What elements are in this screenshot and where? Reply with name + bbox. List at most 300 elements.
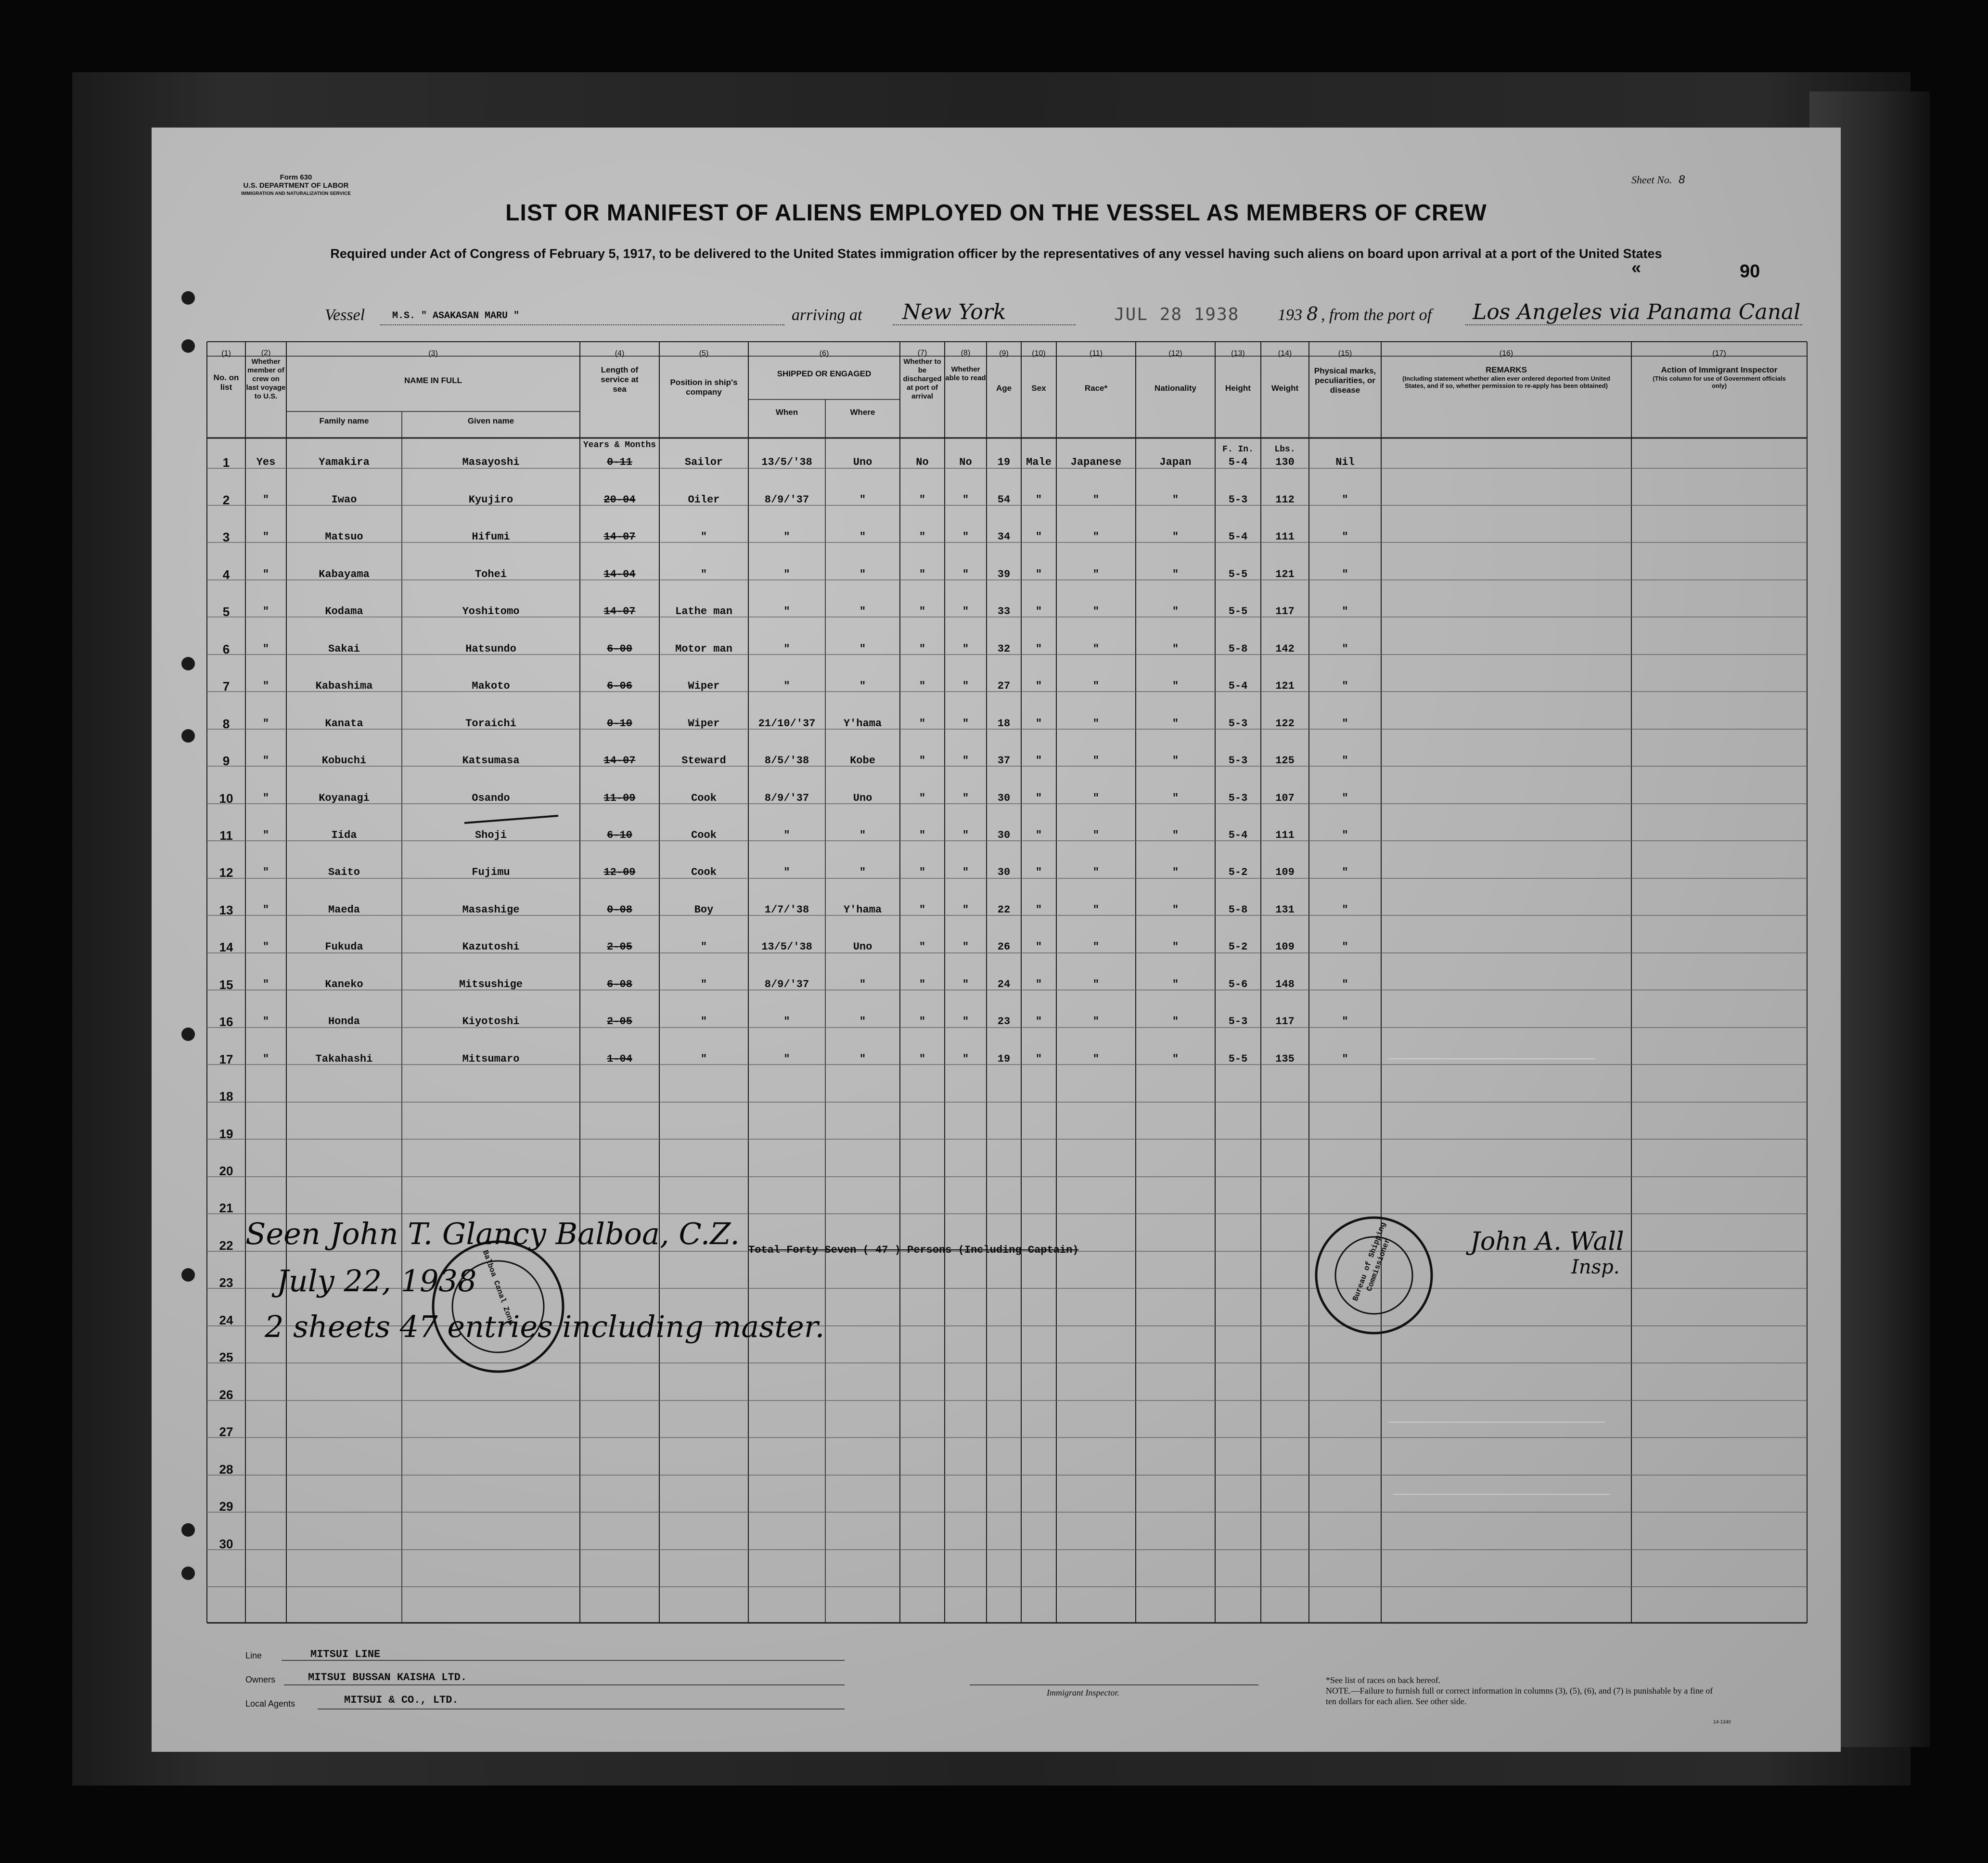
cell-when: " — [783, 829, 790, 841]
cell-where: " — [859, 531, 866, 543]
col-header-last-voyage: (2) Whether member of crew on last voyage to U.S. — [246, 349, 286, 400]
arrival-date-stamp: JUL 28 1938 — [1114, 305, 1240, 324]
footer-line-value: MITSUI LINE — [310, 1648, 381, 1660]
cell-when: 1/7/'38 — [764, 903, 809, 916]
cell-age: 19 — [997, 456, 1011, 469]
cell-given: Toraichi — [465, 717, 516, 730]
cell-last-voyage: " — [262, 903, 269, 916]
cell-read: " — [962, 978, 969, 990]
cell-age: 30 — [997, 866, 1011, 879]
cell-where: " — [859, 829, 866, 841]
col-header-sex: (10) Sex — [1031, 349, 1046, 393]
cell-marks: " — [1342, 680, 1348, 693]
cell-family: Honda — [328, 1015, 360, 1028]
sheets-annotation: 2 sheets 47 entries including master. — [265, 1309, 825, 1344]
cell-family: Sakai — [328, 642, 360, 655]
cell-service: 0-08 — [607, 903, 632, 916]
cell-when: 8/9/'37 — [764, 978, 809, 990]
cell-race: " — [1092, 792, 1100, 804]
cell-where: " — [859, 1053, 866, 1065]
year-digit: 8 — [1307, 303, 1319, 324]
row-number: 9 — [222, 754, 230, 769]
cell-age: 19 — [997, 1053, 1011, 1065]
cell-race: " — [1092, 568, 1100, 580]
cell-age: 30 — [997, 792, 1011, 804]
cell-age: 30 — [997, 829, 1011, 841]
cell-age: 26 — [997, 941, 1011, 953]
cell-nationality: " — [1172, 717, 1179, 730]
cell-height: 5-5 — [1228, 568, 1248, 580]
row-number: 18 — [219, 1089, 233, 1104]
cell-position: Cook — [691, 792, 717, 804]
cell-last-voyage: " — [262, 531, 269, 543]
cell-position: " — [700, 978, 707, 990]
cell-weight: 117 — [1275, 1015, 1295, 1028]
cell-position: Oiler — [688, 493, 720, 506]
cell-read: " — [962, 903, 969, 916]
cell-family: Kodama — [325, 605, 363, 618]
col-header-where: Where — [850, 408, 875, 417]
cell-last-voyage: " — [262, 605, 269, 618]
cell-read: " — [962, 642, 969, 655]
cell-marks: " — [1342, 642, 1348, 655]
date-annotation: July 22, 1938 — [277, 1263, 477, 1298]
cell-service: 6-06 — [607, 680, 632, 693]
cell-weight: 121 — [1275, 568, 1295, 580]
cell-when: 8/9/'37 — [764, 493, 809, 506]
cell-nationality: " — [1172, 903, 1179, 916]
cell-where: " — [859, 605, 866, 618]
cell-height: 5-6 — [1228, 978, 1248, 990]
cell-read: " — [962, 531, 969, 543]
cell-nationality: " — [1172, 755, 1179, 767]
cell-when: " — [783, 866, 790, 879]
cell-last-voyage: " — [262, 642, 269, 655]
cell-service: 6-00 — [607, 642, 632, 655]
height-units-label: F. In. — [1222, 445, 1254, 454]
cell-height: 5-4 — [1228, 680, 1248, 693]
cell-family: Takahashi — [315, 1053, 373, 1065]
cell-read: No — [959, 456, 972, 469]
cell-weight: 111 — [1275, 829, 1295, 841]
cell-family: Saito — [328, 866, 360, 879]
cell-position: Lathe man — [675, 605, 732, 618]
cell-weight: 109 — [1275, 941, 1295, 953]
cell-where: " — [859, 642, 866, 655]
cell-where: " — [859, 978, 866, 990]
year-prefix: 193 — [1278, 306, 1302, 324]
cell-race: " — [1092, 493, 1100, 506]
row-number: 17 — [219, 1052, 233, 1066]
cell-age: 22 — [997, 903, 1011, 916]
cell-sex: " — [1035, 605, 1042, 618]
cell-where: Y'hama — [843, 903, 882, 916]
cell-given: Makoto — [472, 680, 510, 693]
row-number: 29 — [219, 1499, 233, 1514]
cell-when: " — [783, 568, 790, 580]
cell-sex: " — [1035, 493, 1042, 506]
cell-given: Masashige — [462, 903, 520, 916]
cell-marks: " — [1342, 605, 1348, 618]
row-number: 27 — [219, 1425, 233, 1439]
col-header-weight: (14) Weight — [1271, 349, 1299, 393]
cell-family: Kaneko — [325, 978, 363, 990]
footer-line-label: Line — [245, 1651, 262, 1660]
cell-height: 5-5 — [1228, 605, 1248, 618]
cell-height: 5-4 — [1228, 531, 1248, 543]
cell-nationality: " — [1172, 978, 1179, 990]
immigrant-inspector-label: Immigrant Inspector. — [1047, 1688, 1119, 1697]
inspector-title: Insp. — [1571, 1256, 1620, 1278]
cell-family: Fukuda — [325, 941, 363, 953]
cell-weight: 142 — [1275, 642, 1295, 655]
cell-height: 5-4 — [1228, 829, 1248, 841]
cell-when: " — [783, 605, 790, 618]
row-number: 23 — [219, 1275, 233, 1290]
form-number: Form 630 — [280, 173, 312, 181]
cell-position: " — [700, 531, 707, 543]
cell-race: " — [1092, 755, 1100, 767]
cell-marks: " — [1342, 531, 1348, 543]
cell-last-voyage: " — [262, 1053, 269, 1065]
cell-given: Katsumasa — [462, 755, 520, 767]
row-number: 14 — [219, 940, 233, 955]
cell-read: " — [962, 493, 969, 506]
cell-marks: " — [1342, 568, 1348, 580]
weight-units-label: Lbs. — [1274, 445, 1295, 454]
cell-discharged: " — [919, 1015, 926, 1028]
col-header-shipped: (6) SHIPPED OR ENGAGED — [777, 349, 872, 378]
cell-where: Y'hama — [843, 717, 882, 730]
cell-family: Maeda — [328, 903, 360, 916]
cell-where: Uno — [853, 792, 872, 804]
col-header-height: (13) Height — [1225, 349, 1251, 393]
page-subtitle: Required under Act of Congress of February 5, 1917, to be delivered to the United States immigration officer by the representatives of any vessel having such aliens on board upon arrival at a port of the United States — [330, 246, 1662, 261]
cell-position: Motor man — [675, 642, 732, 655]
cell-service: 0-10 — [607, 717, 632, 730]
cell-family: Kanata — [325, 717, 363, 730]
cell-discharged: " — [919, 642, 926, 655]
cell-discharged: " — [919, 941, 926, 953]
cell-last-voyage: " — [262, 829, 269, 841]
cell-read: " — [962, 792, 969, 804]
row-number: 8 — [222, 716, 230, 731]
col-header-nationality: (12) Nationality — [1154, 349, 1196, 393]
cell-family: Iida — [331, 829, 357, 841]
cell-when: " — [783, 531, 790, 543]
cell-age: 32 — [997, 642, 1011, 655]
cell-discharged: " — [919, 717, 926, 730]
cell-nationality: " — [1172, 531, 1179, 543]
cell-race: " — [1092, 717, 1100, 730]
cell-service: 1-04 — [607, 1053, 632, 1065]
footer-note — [1326, 1675, 1720, 1707]
row-number: 12 — [219, 865, 233, 880]
cell-last-voyage: " — [262, 978, 269, 990]
col-header-service: (4) Length of service at sea — [601, 349, 639, 394]
cell-read: " — [962, 941, 969, 953]
cell-given: Hatsundo — [465, 642, 516, 655]
cell-sex: " — [1035, 829, 1042, 841]
cell-family: Kabayama — [319, 568, 370, 580]
cell-read: " — [962, 680, 969, 693]
cell-family: Matsuo — [325, 531, 363, 543]
cell-family: Kabashima — [315, 680, 373, 693]
cell-height: 5-2 — [1228, 941, 1248, 953]
col-header-remarks: (16) REMARKS (Including statement whether alien ever ordered deported from United States, and if so, whether permission to re-apply has been obtained) — [1402, 349, 1610, 389]
cell-position: Wiper — [688, 717, 720, 730]
cell-given: Tohei — [475, 568, 507, 580]
cell-sex: " — [1035, 866, 1042, 879]
cell-position: Cook — [691, 829, 717, 841]
cell-service: 0-11 — [607, 456, 632, 469]
cell-discharged: " — [919, 568, 926, 580]
cell-marks: " — [1342, 829, 1348, 841]
cell-race: " — [1092, 978, 1100, 990]
cell-age: 23 — [997, 1015, 1011, 1028]
manifest-page — [152, 128, 1841, 1752]
cell-when: 8/9/'37 — [764, 792, 809, 804]
cell-read: " — [962, 829, 969, 841]
total-persons-line: Total Forty Seven ( 47 ) Persons (Including Captain) — [748, 1244, 1079, 1256]
cell-race: " — [1092, 605, 1100, 618]
cell-height: 5-3 — [1228, 1015, 1248, 1028]
cell-given: Kazutoshi — [462, 941, 520, 953]
cell-given: Kyujiro — [468, 493, 513, 506]
cell-nationality: " — [1172, 941, 1179, 953]
cell-discharged: " — [919, 829, 926, 841]
cell-read: " — [962, 717, 969, 730]
cell-position: " — [700, 941, 707, 953]
cell-read: " — [962, 866, 969, 879]
cell-nationality: " — [1172, 605, 1179, 618]
row-number: 19 — [219, 1126, 233, 1141]
row-number: 16 — [219, 1015, 233, 1029]
cell-last-voyage: " — [262, 680, 269, 693]
row-number: 24 — [219, 1312, 233, 1327]
row-number: 15 — [219, 977, 233, 992]
cell-when: 13/5/'38 — [761, 941, 812, 953]
cell-discharged: " — [919, 531, 926, 543]
cell-when: 8/5/'38 — [764, 755, 809, 767]
col-header-family-name: Family name — [319, 416, 369, 425]
cell-read: " — [962, 568, 969, 580]
cell-nationality: " — [1172, 866, 1179, 879]
cell-sex: " — [1035, 755, 1042, 767]
cell-weight: 121 — [1275, 680, 1295, 693]
cell-service: 12-09 — [603, 866, 636, 879]
cell-discharged: " — [919, 680, 926, 693]
vessel-label: Vessel — [325, 306, 365, 324]
cell-height: 5-8 — [1228, 903, 1248, 916]
row-number: 21 — [219, 1201, 233, 1216]
from-port-label: , from the port of — [1321, 306, 1432, 324]
arriving-label: arriving at — [792, 306, 862, 324]
cell-sex: " — [1035, 978, 1042, 990]
cell-race: " — [1092, 1015, 1100, 1028]
cell-race: " — [1092, 680, 1100, 693]
footer-owners-label: Owners — [245, 1675, 276, 1684]
cell-position: " — [700, 1015, 707, 1028]
cell-given: Fujimu — [472, 866, 510, 879]
cell-marks: " — [1342, 1053, 1348, 1065]
sheet-number-value: 8 — [1678, 173, 1685, 186]
cell-race: " — [1092, 866, 1100, 879]
row-number: 26 — [219, 1387, 233, 1402]
sheet-number-label: Sheet No. — [1631, 174, 1672, 186]
cell-last-voyage: " — [262, 792, 269, 804]
cell-family: Iwao — [331, 493, 357, 506]
vessel-name: M.S. " ASAKASAN MARU " — [392, 310, 520, 321]
row-number: 20 — [219, 1164, 233, 1178]
footer-agents-label: Local Agents — [245, 1699, 295, 1709]
cell-last-voyage: " — [262, 717, 269, 730]
cell-sex: " — [1035, 903, 1042, 916]
cell-when: " — [783, 642, 790, 655]
cell-nationality: " — [1172, 680, 1179, 693]
cell-age: 18 — [997, 717, 1011, 730]
seen-annotation: Seen John T. Glancy Balboa, C.Z. — [245, 1216, 740, 1251]
cell-race: " — [1092, 1053, 1100, 1065]
col-header-position: (5) Position in ship's company — [670, 349, 738, 397]
cell-sex: " — [1035, 568, 1042, 580]
row-number: 11 — [219, 828, 233, 843]
row-number: 5 — [222, 604, 230, 619]
cell-marks: " — [1342, 755, 1348, 767]
footer-rules — [152, 128, 1841, 1752]
col-header-discharged: (7) Whether to be discharged at port of arrival — [903, 349, 942, 400]
cell-service: 14-07 — [603, 531, 636, 543]
cell-family: Koyanagi — [319, 792, 370, 804]
cell-marks: " — [1342, 493, 1348, 506]
cell-age: 54 — [997, 493, 1011, 506]
stamp-left-text: Balboa Canal Zone — [480, 1249, 516, 1326]
cell-height: 5-3 — [1228, 493, 1248, 506]
cell-given: Yoshitomo — [462, 605, 520, 618]
cell-weight: 125 — [1275, 755, 1295, 767]
footer-owners-value: MITSUI BUSSAN KAISHA LTD. — [308, 1671, 467, 1683]
cell-discharged: " — [919, 493, 926, 506]
row-number: 13 — [219, 902, 233, 917]
cell-weight: 130 — [1275, 456, 1295, 469]
cell-weight: 109 — [1275, 866, 1295, 879]
cell-weight: 112 — [1275, 493, 1295, 506]
cell-last-voyage: Yes — [256, 456, 276, 469]
cell-service: 14-04 — [603, 568, 636, 580]
cell-race: " — [1092, 531, 1100, 543]
cell-marks: " — [1342, 941, 1348, 953]
corner-tick-mark: « — [1631, 257, 1642, 277]
cell-discharged: " — [919, 792, 926, 804]
col-header-name: (3) NAME IN FULL — [404, 349, 462, 385]
cell-nationality: " — [1172, 642, 1179, 655]
cell-discharged: " — [919, 1053, 926, 1065]
col-header-given-name: Given name — [467, 416, 514, 425]
cell-where: " — [859, 866, 866, 879]
cell-position: Cook — [691, 866, 717, 879]
cell-given: Hifumi — [472, 531, 510, 543]
cell-discharged: No — [916, 456, 929, 469]
cell-discharged: " — [919, 903, 926, 916]
stamp-right-text: Bureau of Shipping Commissioner — [1351, 1221, 1392, 1302]
col-header-when: When — [775, 408, 798, 417]
cell-service: 14-07 — [603, 755, 636, 767]
cell-given: Shoji — [475, 829, 507, 841]
row-number: 2 — [222, 492, 230, 507]
row-number: 1 — [222, 455, 230, 470]
cell-where: " — [859, 568, 866, 580]
cell-given: Osando — [472, 792, 510, 804]
cell-where: " — [859, 493, 866, 506]
row-number: 10 — [219, 791, 233, 806]
cell-nationality: Japan — [1159, 456, 1192, 469]
cell-nationality: " — [1172, 1015, 1179, 1028]
row-number: 4 — [222, 567, 230, 582]
cell-last-voyage: " — [262, 493, 269, 506]
cell-position: Sailor — [684, 456, 723, 469]
cell-sex: " — [1035, 941, 1042, 953]
cell-last-voyage: " — [262, 866, 269, 879]
cell-nationality: " — [1172, 792, 1179, 804]
cell-read: " — [962, 1053, 969, 1065]
col-header-number: (1) No. on list — [213, 349, 239, 392]
cell-read: " — [962, 605, 969, 618]
cell-race: " — [1092, 941, 1100, 953]
cell-sex: Male — [1026, 456, 1052, 469]
cell-marks: " — [1342, 792, 1348, 804]
cell-when: " — [783, 680, 790, 693]
inspector-signature: John A. Wall — [1470, 1227, 1624, 1256]
row-number: 3 — [222, 530, 230, 545]
cell-read: " — [962, 1015, 969, 1028]
cell-age: 39 — [997, 568, 1011, 580]
cell-nationality: " — [1172, 493, 1179, 506]
cell-when: " — [783, 1053, 790, 1065]
row-number: 22 — [219, 1238, 233, 1253]
cell-height: 5-4 — [1228, 456, 1248, 469]
cell-height: 5-2 — [1228, 866, 1248, 879]
footer-agents-value: MITSUI & CO., LTD. — [344, 1694, 459, 1706]
cell-where: Kobe — [850, 755, 875, 767]
cell-read: " — [962, 755, 969, 767]
cell-age: 24 — [997, 978, 1011, 990]
cell-age: 27 — [997, 680, 1011, 693]
col-header-inspector-action: (17) Action of Immigrant Inspector (This column for use of Government officials only) — [1653, 349, 1786, 389]
cell-nationality: " — [1172, 829, 1179, 841]
cell-service: 2-05 — [607, 941, 632, 953]
cell-where: " — [859, 680, 866, 693]
row-number: 6 — [222, 642, 230, 656]
cell-weight: 107 — [1275, 792, 1295, 804]
cell-where: Uno — [853, 456, 872, 469]
cell-given: Mitsushige — [459, 978, 523, 990]
penalty-note: NOTE.—Failure to furnish full or correct information in columns (3), (5), (6), and (7) is punishable by a fine of ten dollars for each alien. See other side. — [1326, 1686, 1713, 1706]
form-code: 14-1340 — [1713, 1720, 1731, 1725]
cell-race: " — [1092, 903, 1100, 916]
cell-age: 37 — [997, 755, 1011, 767]
cell-marks: " — [1342, 717, 1348, 730]
service-name: IMMIGRATION AND NATURALIZATION SERVICE — [241, 191, 351, 196]
cell-last-voyage: " — [262, 568, 269, 580]
cell-service: 14-07 — [603, 605, 636, 618]
cell-weight: 131 — [1275, 903, 1295, 916]
cell-marks: " — [1342, 903, 1348, 916]
cell-sex: " — [1035, 531, 1042, 543]
row-number: 30 — [219, 1536, 233, 1551]
cell-position: " — [700, 568, 707, 580]
cell-last-voyage: " — [262, 1015, 269, 1028]
cell-age: 34 — [997, 531, 1011, 543]
